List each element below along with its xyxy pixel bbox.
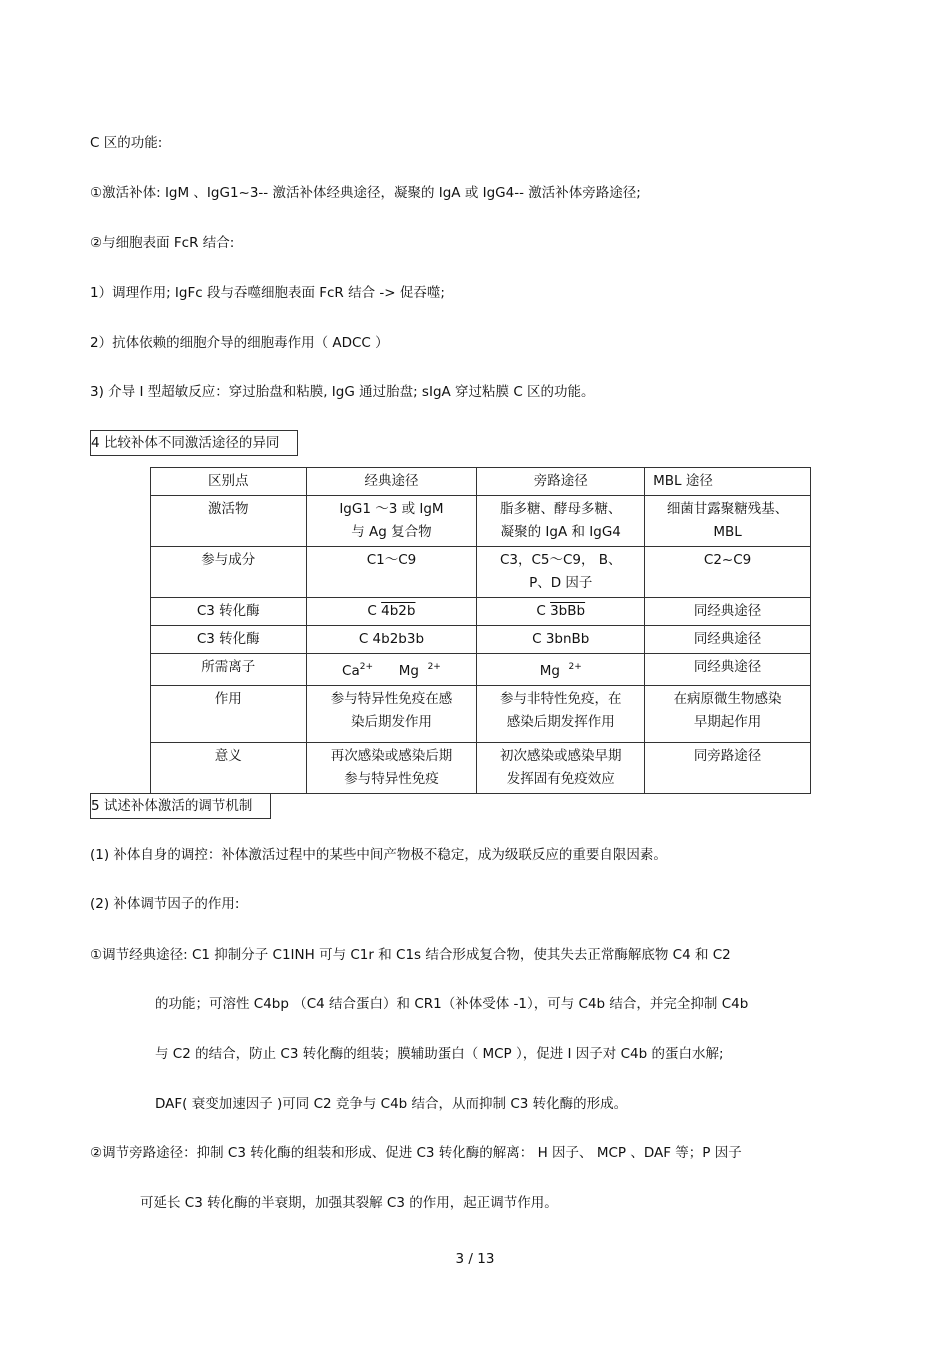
- ion-charge: 2+: [427, 662, 441, 672]
- paragraph-adcc: 2）抗体依赖的细胞介导的细胞毒作用（ ADCC ）: [90, 335, 389, 351]
- row-label: 所需离子: [151, 654, 307, 686]
- convertase-formula: 3bBb: [550, 603, 586, 619]
- row-label: 作用: [151, 686, 307, 743]
- cell-line: 早期起作用: [693, 714, 762, 730]
- paragraph-alternative-regulation-cont: 可延长 C3 转化酶的半衰期，加强其裂解 C3 的作用，起正调节作用。: [140, 1195, 558, 1211]
- cell-line: MBL: [713, 524, 742, 540]
- row-label: C3 转化酶: [151, 598, 307, 626]
- table-cell: [306, 598, 477, 626]
- cell-line: C3，C5～C9， B、: [499, 552, 622, 568]
- row-label: C3 转化酶: [151, 626, 307, 654]
- paragraph-alternative-regulation: ②调节旁路途径：抑制 C3 转化酶的组装和形成、促进 C3 转化酶的解离： H 因子、 MCP 、DAF 等；P 因子: [90, 1145, 742, 1161]
- ion-charge: 2+: [359, 662, 374, 672]
- header-cell: MBL 途径: [645, 468, 811, 496]
- row-label: 激活物: [151, 496, 307, 547]
- table-row: [151, 598, 811, 626]
- cell-line: IgG1 ～3 或 IgM: [339, 501, 444, 517]
- cell-line: 细菌甘露聚糖残基、: [666, 501, 789, 517]
- paragraph-classical-regulation-cont: 与 C2 的结合，防止 C3 转化酶的组装；膜辅助蛋白（ MCP ），促进 I 因子对 C4b 的蛋白水解;: [155, 1046, 724, 1062]
- convertase-formula: 4b2b: [381, 603, 416, 619]
- table-cell: C2~C9: [645, 547, 811, 598]
- table-row: [151, 626, 811, 654]
- cell-line: 初次感染或感染早期: [499, 748, 622, 764]
- table-cell: [306, 686, 477, 743]
- table-cell: [306, 743, 477, 794]
- table-cell: [645, 686, 811, 743]
- cell-line: 脂多糖、酵母多糖、: [499, 501, 622, 517]
- header-cell: 区别点: [151, 468, 307, 496]
- paragraph-hypersensitivity: 3) 介导 I 型超敏反应：穿过胎盘和粘膜, IgG 通过胎盘; sIgA 穿过粘膜 C 区的功能。: [90, 384, 595, 400]
- header-cell: 经典途径: [306, 468, 477, 496]
- table-cell: 同经典途径: [645, 598, 811, 626]
- cell-line: 参与特异性免疫: [344, 771, 439, 787]
- ion-symbol: Ca: [342, 663, 360, 679]
- table-row: [151, 547, 811, 598]
- paragraph-classical-regulation-cont: 的功能；可溶性 C4bp （C4 结合蛋白）和 CR1（补体受体 -1），可与 C4b 结合，并完全抑制 C4b: [155, 996, 749, 1012]
- table-cell: [645, 496, 811, 547]
- table-cell: 同旁路途径: [645, 743, 811, 794]
- table-cell: [306, 496, 477, 547]
- header-cell: 旁路途径: [477, 468, 645, 496]
- cell-line: P、D 因子: [529, 575, 593, 591]
- table-cell: 同经典途径: [645, 626, 811, 654]
- table-cell: [477, 743, 645, 794]
- table-cell: [306, 654, 477, 686]
- table-cell: 同经典途径: [645, 654, 811, 686]
- table-cell: [477, 496, 645, 547]
- row-label: 意义: [151, 743, 307, 794]
- table-row: [151, 496, 811, 547]
- ion-symbol: Mg: [398, 663, 419, 679]
- table-cell: [477, 547, 645, 598]
- table-cell: C 4b2b3b: [306, 626, 477, 654]
- cell-line: 染后期发作用: [350, 714, 432, 730]
- cell-prefix: C: [536, 603, 551, 619]
- cell-line: 发挥固有免疫效应: [506, 771, 615, 787]
- table-row: [151, 686, 811, 743]
- table-row: [151, 654, 811, 686]
- cell-line: 参与特异性免疫在感: [330, 691, 453, 707]
- table-cell: [477, 686, 645, 743]
- paragraph-activate-complement: ①激活补体: IgM 、IgG1~3-- 激活补体经典途径，凝聚的 IgA 或 IgG4-- 激活补体旁路途径;: [90, 185, 641, 201]
- ion-charge: 2+: [568, 662, 582, 672]
- paragraph-opsonization: 1）调理作用; IgFc 段与吞噬细胞表面 FcR 结合 -> 促吞噬;: [90, 285, 445, 301]
- cell-line: 参与非特性免疫，在: [499, 691, 622, 707]
- cell-line: 在病原微生物感染: [673, 691, 782, 707]
- page-number: 3 / 13: [455, 1251, 495, 1267]
- table-row: [151, 743, 811, 794]
- paragraph-classical-regulation-cont: DAF( 衰变加速因子 )可同 C2 竞争与 C4b 结合，从而抑制 C3 转化酶的形成。: [155, 1096, 628, 1112]
- paragraph-fcr-binding: ②与细胞表面 FcR 结合:: [90, 235, 235, 251]
- pathway-comparison-table: [150, 467, 811, 794]
- paragraph-self-regulation: (1) 补体自身的调控：补体激活过程中的某些中间产物极不稳定，成为级联反应的重要自限因素。: [90, 847, 667, 863]
- table-cell: [477, 598, 645, 626]
- paragraph-classical-regulation: ①调节经典途径: C1 抑制分子 C1INH 可与 C1r 和 C1s 结合形成复合物，使其失去正常酶解底物 C4 和 C2: [90, 947, 731, 963]
- section-heading-c-region: C 区的功能:: [90, 135, 163, 151]
- row-label: 参与成分: [151, 547, 307, 598]
- cell-line: 再次感染或感染后期: [330, 748, 453, 764]
- section-title-regulation: 5 试述补体激活的调节机制: [90, 793, 271, 819]
- table-cell: [477, 654, 645, 686]
- cell-line: 与 Ag 复合物: [351, 524, 432, 540]
- section-title-compare-pathways: 4 比较补体不同激活途径的异同: [90, 430, 298, 456]
- ion-symbol: Mg: [539, 663, 560, 679]
- cell-line: 感染后期发挥作用: [506, 714, 615, 730]
- cell-prefix: C: [367, 603, 382, 619]
- cell-line: 凝聚的 IgA 和 IgG4: [500, 524, 621, 540]
- table-cell: C 3bnBb: [477, 626, 645, 654]
- paragraph-regulatory-factors: (2) 补体调节因子的作用:: [90, 896, 240, 912]
- table-header-row: [151, 468, 811, 496]
- table-cell: C1～C9: [306, 547, 477, 598]
